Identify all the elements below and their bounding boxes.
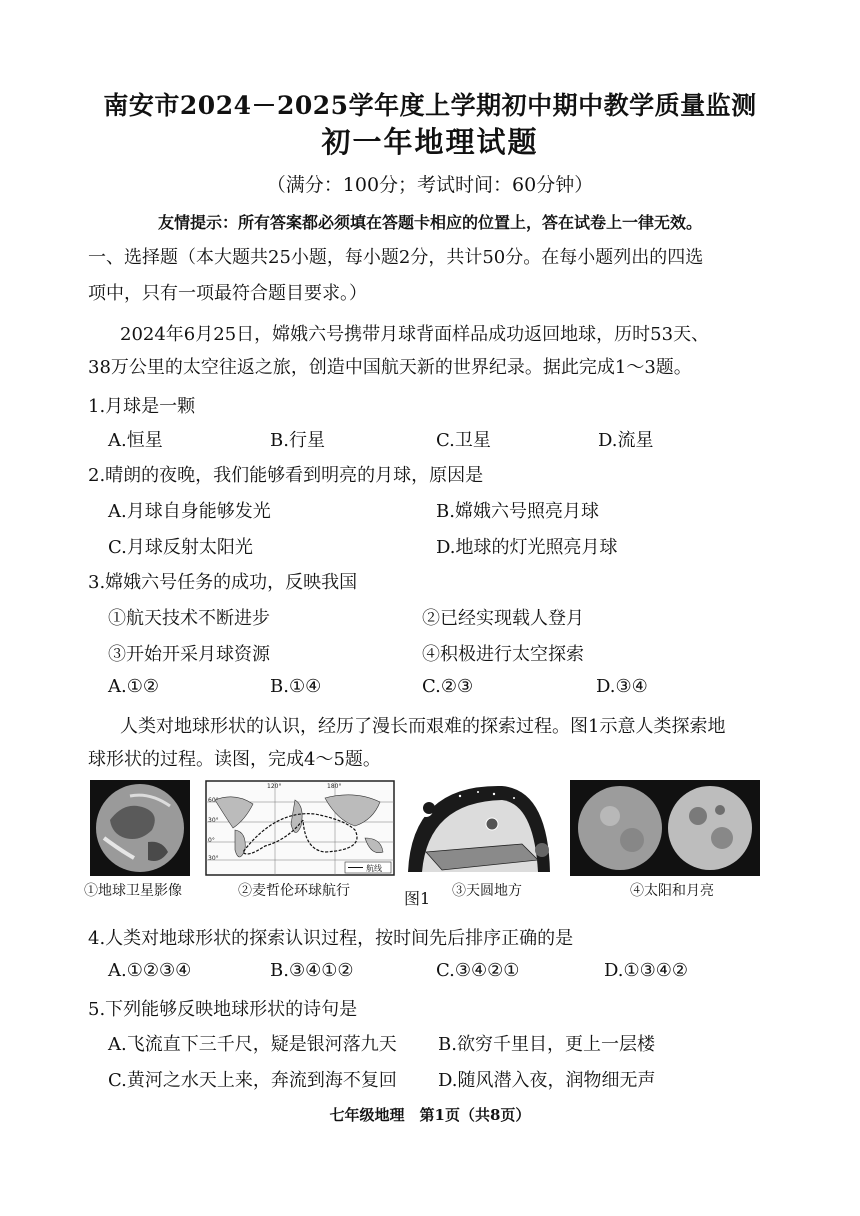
passage1-line1: 2024年6月25日，嫦娥六号携带月球背面样品成功返回地球，历时53天、 [120, 324, 710, 345]
passage2-line1: 人类对地球形状的认识，经历了漫长而艰难的探索过程。图1示意人类探索地 [120, 716, 726, 737]
map-legend-label: 航线 [366, 864, 382, 873]
q5-option-b: B.欲穷千里目，更上一层楼 [438, 1034, 655, 1055]
lat-label-s30: 30° [208, 855, 219, 862]
q4-option-a: A.①②③④ [108, 960, 192, 981]
section1-heading: 一、选择题（本大题共25小题，每小题2分，共计50分。在每小题列出的四选 [88, 247, 704, 268]
q4-option-c: C.③④②① [436, 960, 520, 981]
exam-title-line1: 南安市2024－2025学年度上学期初中期中教学质量监测 [103, 91, 757, 120]
q4-option-d: D.①③④② [604, 960, 689, 981]
q3-statement-3: ③开始开采月球资源 [108, 644, 270, 665]
q3-statement-2: ②已经实现载人登月 [422, 608, 584, 629]
sun-and-moon-image [570, 780, 760, 876]
page-footer: 七年级地理 第1页（共8页） [329, 1106, 531, 1124]
section1-heading-cont: 项中，只有一项最符合题目要求。） [88, 283, 367, 304]
q3-option-b: B.①④ [270, 676, 322, 697]
q2-option-c: C.月球反射太阳光 [108, 537, 253, 558]
passage2-line2: 球形状的过程。读图，完成4～5题。 [88, 749, 381, 770]
q2-option-a: A.月球自身能够发光 [108, 501, 271, 522]
lat-label-60: 60° [208, 797, 219, 804]
q4-option-b: B.③④①② [270, 960, 354, 981]
lat-label-0: 0° [208, 837, 215, 844]
score-time-info: （满分：100分；考试时间：60分钟） [266, 174, 594, 196]
q1-option-b: B.行星 [270, 430, 325, 451]
magellan-voyage-map [205, 780, 395, 876]
exam-title-line2: 初一年地理试题 [321, 125, 539, 159]
friendly-tip: 友情提示：所有答案都必须填在答题卡相应的位置上，答在试卷上一律无效。 [157, 213, 702, 232]
earth-satellite-image [90, 780, 190, 876]
q5-stem: 5.下列能够反映地球形状的诗句是 [88, 999, 358, 1020]
q5-option-c: C.黄河之水天上来，奔流到海不复回 [108, 1070, 397, 1091]
lon-label-120: 120° [267, 783, 282, 790]
q2-option-d: D.地球的灯光照亮月球 [436, 537, 618, 558]
q1-option-d: D.流星 [598, 430, 654, 451]
passage1-line2: 38万公里的太空往返之旅，创造中国航天新的世界纪录。据此完成1～3题。 [88, 357, 692, 378]
figure-label: 图1 [404, 889, 431, 908]
figure-caption-2: ②麦哲伦环球航行 [238, 883, 350, 899]
q3-option-d: D.③④ [596, 676, 648, 697]
figure-caption-1: ①地球卫星影像 [84, 883, 182, 899]
q2-option-b: B.嫦娥六号照亮月球 [436, 501, 599, 522]
q3-stem: 3.嫦娥六号任务的成功，反映我国 [88, 572, 358, 593]
round-sky-square-earth-image [402, 780, 552, 876]
q1-stem: 1.月球是一颗 [88, 396, 196, 417]
q5-option-a: A.飞流直下三千尺，疑是银河落九天 [108, 1034, 397, 1055]
q2-stem: 2.晴朗的夜晚，我们能够看到明亮的月球，原因是 [88, 465, 484, 486]
q3-statement-4: ④积极进行太空探索 [422, 644, 584, 665]
figure-caption-3: ③天圆地方 [452, 883, 522, 899]
q4-stem: 4.人类对地球形状的探索认识过程，按时间先后排序正确的是 [88, 928, 574, 949]
lon-label-180: 180° [327, 783, 342, 790]
figure-caption-4: ④太阳和月亮 [630, 883, 714, 899]
q1-option-a: A.恒星 [108, 430, 163, 451]
q3-statement-1: ①航天技术不断进步 [108, 608, 270, 629]
q3-option-a: A.①② [108, 676, 159, 697]
q1-option-c: C.卫星 [436, 430, 491, 451]
lat-label-30: 30° [208, 817, 219, 824]
q3-option-c: C.②③ [422, 676, 474, 697]
q5-option-d: D.随风潜入夜，润物细无声 [438, 1070, 656, 1091]
